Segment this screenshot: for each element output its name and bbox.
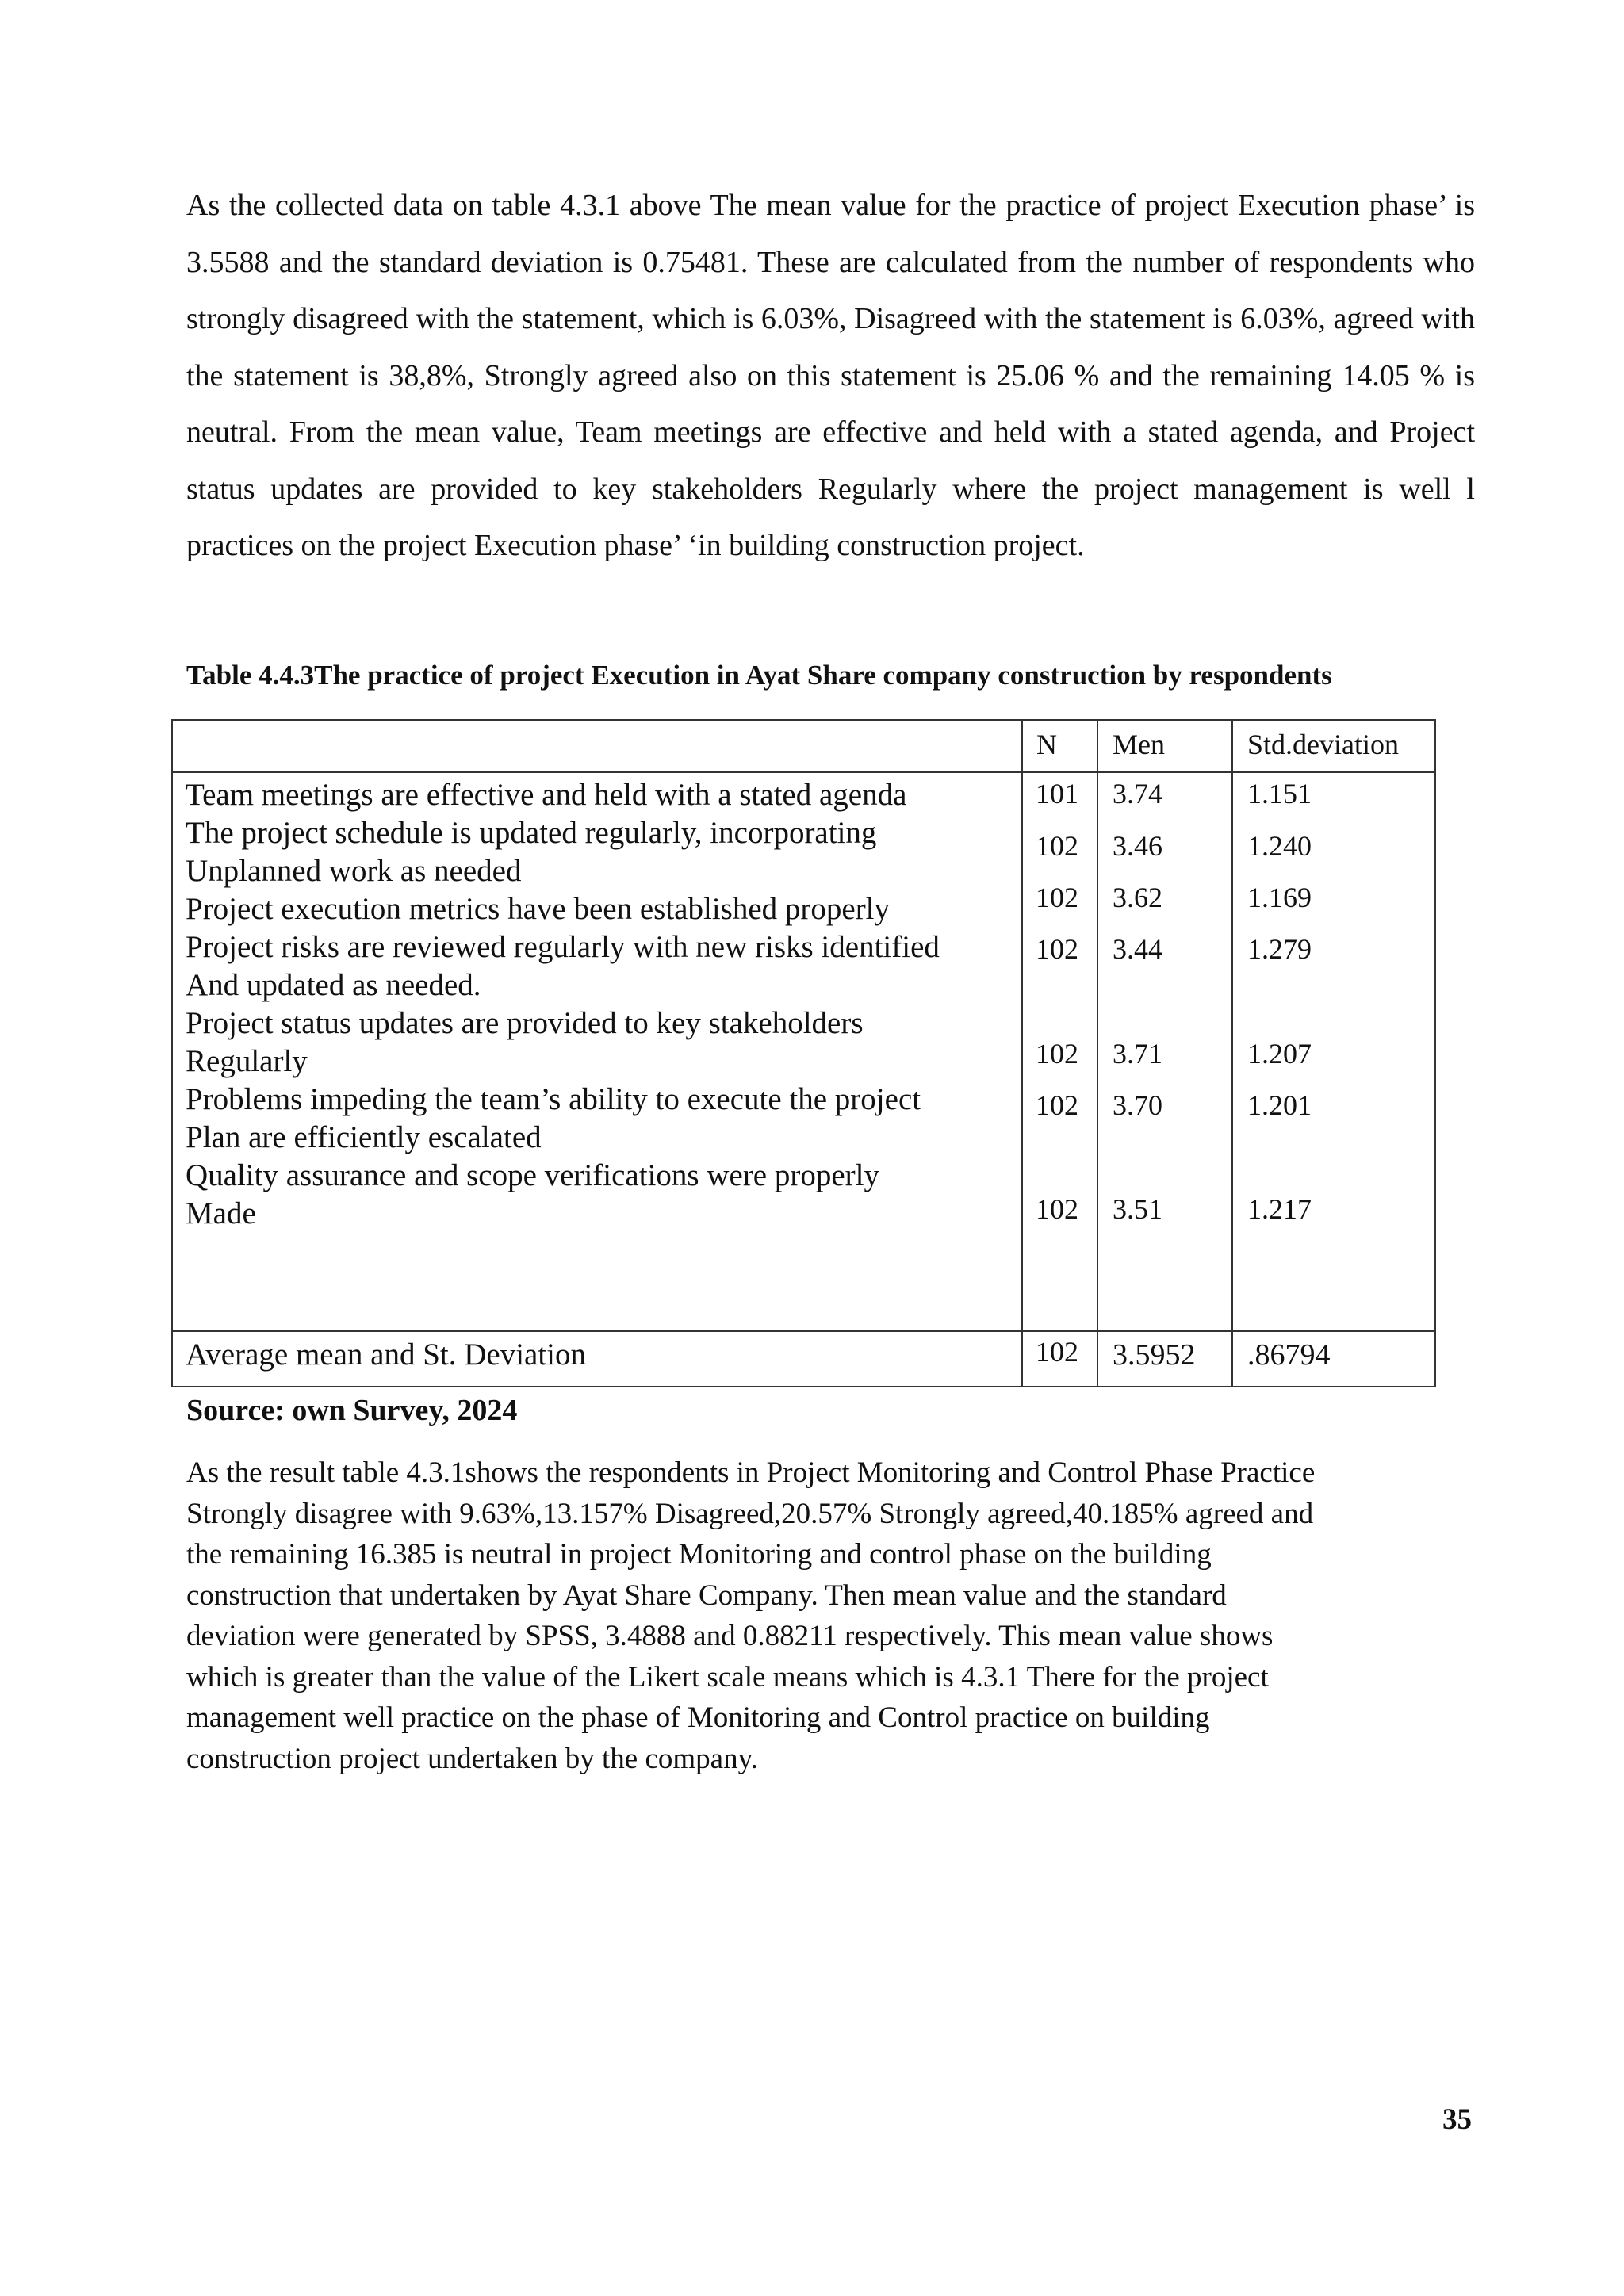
paragraph-line: which is greater than the value of the Likert scale means which is 4.3.1 There for the project	[186, 1660, 1269, 1693]
row-5-mean: 3.71	[1113, 1038, 1162, 1070]
row-3-n: 102	[1036, 882, 1078, 913]
statement-line: Regularly	[186, 1044, 308, 1078]
table-border-right	[1434, 719, 1436, 1387]
statement-line: Plan are efficiently escalated	[186, 1120, 542, 1154]
statement-line: Unplanned work as needed	[186, 854, 522, 888]
table-border-bottom	[171, 1386, 1436, 1387]
paragraph-line: management well practice on the phase of Monitoring and Control practice on building	[186, 1701, 1210, 1734]
row-5-n: 102	[1036, 1038, 1078, 1070]
row-1-mean: 3.74	[1113, 778, 1162, 809]
row-7-sd: 1.217	[1247, 1193, 1312, 1225]
row-7-n: 102	[1036, 1193, 1078, 1225]
statement-line: The project schedule is updated regularly, incorporating	[186, 816, 877, 850]
table-header-divider	[171, 771, 1436, 773]
table-col-divider-n	[1021, 719, 1023, 1387]
row-3-sd: 1.169	[1247, 882, 1312, 913]
row-4-n: 102	[1036, 933, 1078, 965]
results-table	[171, 719, 1436, 1387]
statement-line: Quality assurance and scope verifications were properly	[186, 1158, 879, 1192]
statement-line: Project status updates are provided to key stakeholders	[186, 1006, 864, 1040]
table-border-top	[171, 719, 1436, 721]
row-2-n: 102	[1036, 830, 1078, 862]
table-average-divider	[171, 1330, 1436, 1332]
row-4-mean: 3.44	[1113, 933, 1162, 965]
table-border-left	[171, 719, 173, 1387]
header-mean: Men	[1113, 729, 1165, 760]
row-2-sd: 1.240	[1247, 830, 1312, 862]
statement-line: Problems impeding the team’s ability to execute the project	[186, 1082, 921, 1116]
body-paragraph-1: As the collected data on table 4.3.1 above The mean value for the practice of project Execution phase’ is 3.5588 and the standard deviation is 0.75481. These are calculated from the number of respondents who strongly disagreed with the statement, which is 6.03%, Disagreed with the statement is 6.03%, agreed with the statement is 38,8%, Strongly agreed also on this statement is 25.06 % and the remaining 14.05 % is neutral. From the mean value, Team meetings are effective and held with a stated agenda, and Project status updates are provided to key stakeholders Regularly where the project management is well l practices on the project Execution phase’ ‘in building construction project.	[186, 189, 1475, 562]
statement-line: And updated as needed.	[186, 968, 481, 1002]
header-n: N	[1036, 729, 1057, 760]
statement-line: Project execution metrics have been established properly	[186, 892, 891, 926]
table-col-divider-mean	[1097, 719, 1098, 1387]
row-5-sd: 1.207	[1247, 1038, 1312, 1070]
page-number: 35	[1442, 2103, 1472, 2136]
table-source: Source: own Survey, 2024	[186, 1394, 518, 1427]
average-mean: 3.5952	[1113, 1338, 1196, 1372]
header-std-deviation: Std.deviation	[1247, 729, 1399, 760]
row-1-sd: 1.151	[1247, 778, 1312, 809]
table-col-divider-sd	[1231, 719, 1233, 1387]
row-2-mean: 3.46	[1113, 830, 1162, 862]
paragraph-line: the remaining 16.385 is neutral in project Monitoring and control phase on the building	[186, 1538, 1212, 1571]
statement-line: Team meetings are effective and held with a stated agenda	[186, 778, 907, 812]
row-6-mean: 3.70	[1113, 1089, 1162, 1121]
paragraph-line: construction that undertaken by Ayat Share Company. Then mean value and the standard	[186, 1578, 1227, 1612]
row-1-n: 101	[1036, 778, 1078, 809]
row-3-mean: 3.62	[1113, 882, 1162, 913]
row-6-n: 102	[1036, 1089, 1078, 1121]
row-4-sd: 1.279	[1247, 933, 1312, 965]
average-n: 102	[1036, 1336, 1078, 1368]
statement-line: Made	[186, 1196, 256, 1230]
paragraph-line: construction project undertaken by the company.	[186, 1742, 758, 1775]
average-label: Average mean and St. Deviation	[186, 1337, 587, 1372]
paragraph-line: deviation were generated by SPSS, 3.4888 and 0.88211 respectively. This mean value shows	[186, 1620, 1274, 1652]
row-6-sd: 1.201	[1247, 1089, 1312, 1121]
statement-line: Project risks are reviewed regularly with new risks identified	[186, 930, 940, 964]
row-7-mean: 3.51	[1113, 1193, 1162, 1225]
body-paragraph-2	[186, 1452, 1487, 1779]
average-sd: .86794	[1247, 1338, 1331, 1372]
paragraph-line: Strongly disagree with 9.63%,13.157% Disagreed,20.57% Strongly agreed,40.185% agreed and	[186, 1497, 1314, 1530]
table-caption: Table 4.4.3The practice of project Execution in Ayat Share company construction by respondents	[186, 660, 1332, 691]
paragraph-line: As the result table 4.3.1shows the respondents in Project Monitoring and Control Phase Practice	[186, 1456, 1316, 1489]
